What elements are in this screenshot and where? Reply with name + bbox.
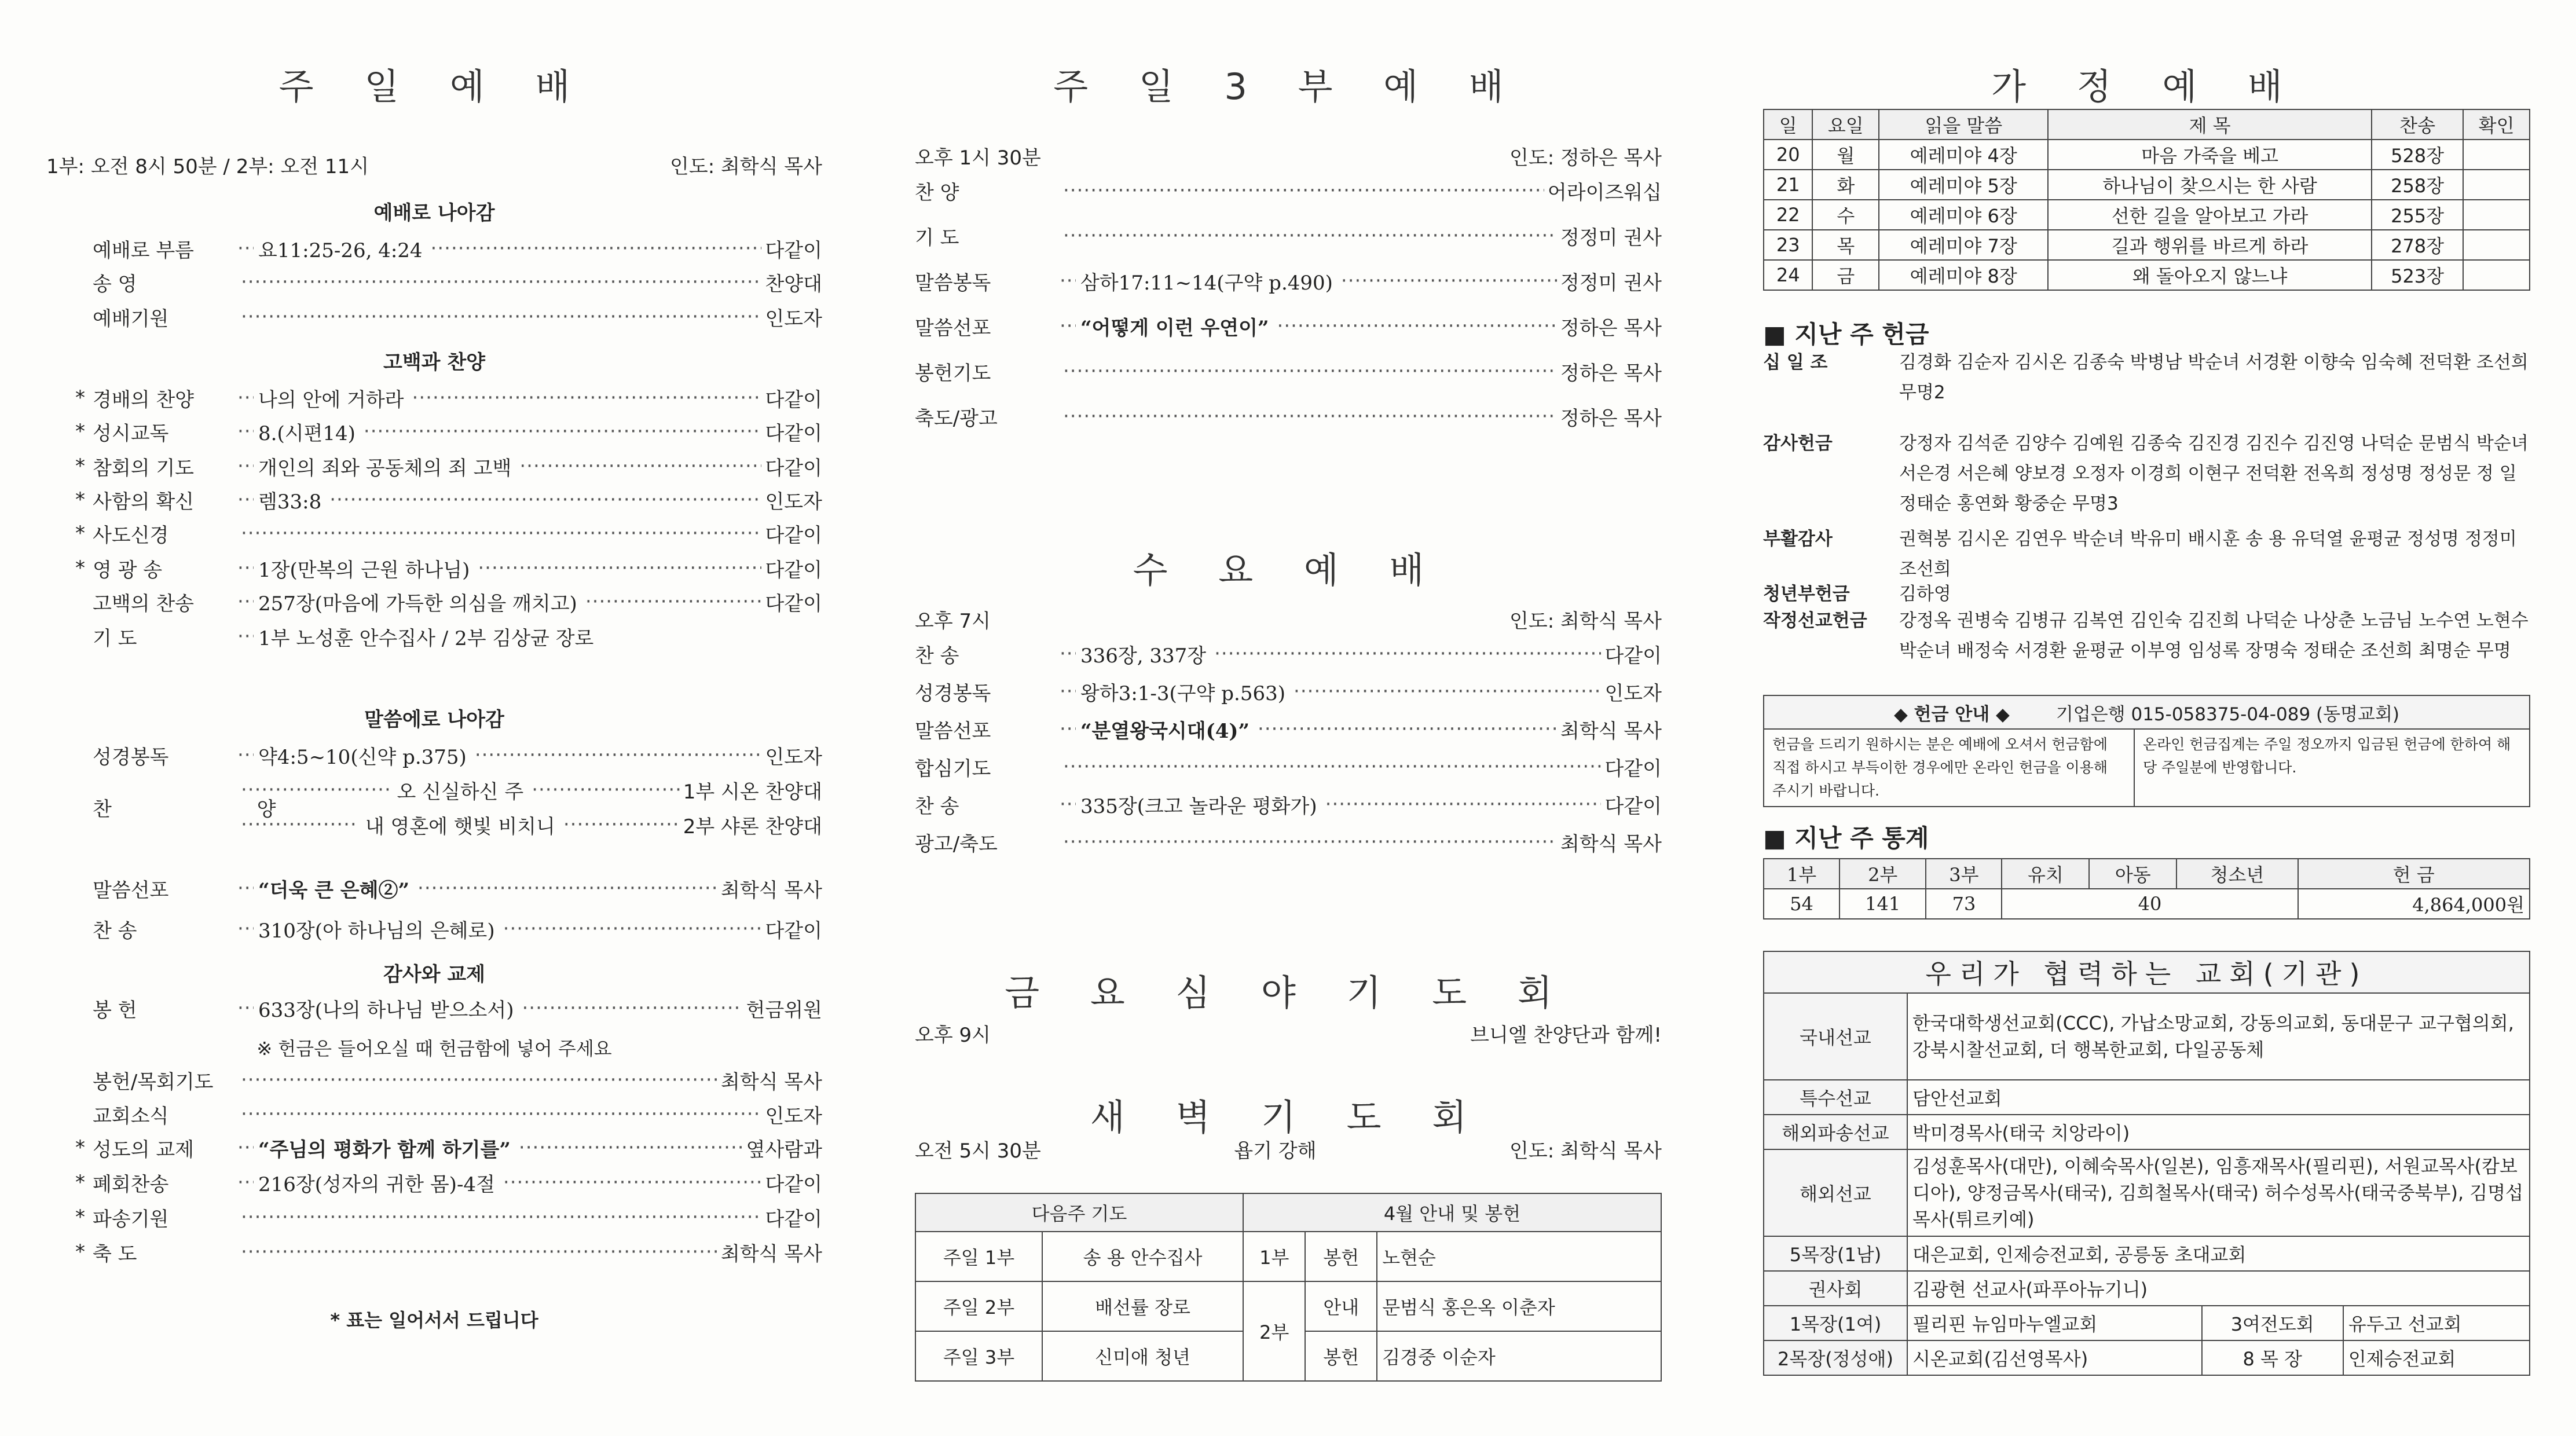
praise-2-choir: 2부 샤론 찬양대 bbox=[683, 815, 822, 838]
order-person: 정하은 목사 bbox=[1560, 316, 1662, 340]
standing-mark: * bbox=[75, 1240, 85, 1263]
third-service-title: 주 일 3 부 예 배 bbox=[1053, 65, 1523, 108]
standing-mark: * bbox=[75, 1171, 85, 1194]
order-item bbox=[915, 787, 1662, 821]
family-worship-title: 가 정 예 배 bbox=[1991, 65, 2302, 108]
family-cell bbox=[2463, 230, 2530, 260]
stats-header-cell: 1부 bbox=[1764, 859, 1840, 889]
table-row bbox=[1764, 170, 2530, 200]
order-person: 다같이 bbox=[1604, 794, 1662, 818]
giving-names: 김경화 김순자 김시온 김종숙 박병남 박순녀 서경환 이향숙 임숙혜 전덕환 조선희 무명2 bbox=[1899, 352, 2529, 403]
order-person: 인도자 bbox=[765, 307, 822, 331]
stats-header-cell: 2부 bbox=[1840, 859, 1926, 889]
order-person: 다같이 bbox=[765, 523, 822, 547]
service-times-row bbox=[46, 148, 822, 181]
order-item bbox=[75, 1131, 822, 1164]
family-cell bbox=[2463, 140, 2530, 170]
order-person: 정정미 권사 bbox=[1560, 226, 1662, 250]
role-cell: 봉헌 bbox=[1305, 1331, 1377, 1381]
order-label: 축도/광고 bbox=[915, 406, 998, 430]
giving-category: 감사헌금 bbox=[1763, 433, 1833, 454]
order-item bbox=[75, 483, 822, 516]
order-value: 310장(아 하나님의 은혜로) bbox=[258, 919, 495, 943]
order-label: 기 도 bbox=[915, 226, 959, 250]
order-item bbox=[915, 825, 1662, 859]
third-service-leader: 인도: 정하은 목사 bbox=[1509, 146, 1662, 170]
table-row bbox=[1764, 1340, 2530, 1375]
partner-category: 국내선교 bbox=[1764, 993, 1907, 1080]
order-item bbox=[75, 516, 822, 550]
partner-list: 유두고 선교회 bbox=[2343, 1306, 2530, 1340]
order-item bbox=[75, 449, 822, 483]
order-label: 폐회찬송 bbox=[93, 1173, 169, 1196]
family-cell: 예레미야 4장 bbox=[1879, 140, 2048, 170]
other-services-column bbox=[915, 0, 1662, 1436]
order-item bbox=[75, 381, 822, 415]
table-row bbox=[1764, 1271, 2530, 1306]
order-item bbox=[915, 712, 1662, 746]
prayer-serving-table bbox=[915, 1193, 1662, 1382]
standing-mark: * bbox=[75, 522, 85, 545]
order-label: 봉 헌 bbox=[93, 998, 137, 1022]
order-item bbox=[93, 912, 822, 946]
friday-info bbox=[915, 1016, 1662, 1050]
partner-list: 김광현 선교사(파푸아뉴기니) bbox=[1907, 1271, 2530, 1306]
family-cell: 예레미야 6장 bbox=[1879, 200, 2048, 230]
giving-names: 강정자 김석준 김양수 김예원 김종숙 김진경 김진수 김진영 나덕순 문범식 박순녀 서은경 서은혜 양보경 오정자 이경희 이현구 전덕환 전옥희 정성명 정성문 정 일 정태순 홍연화 황중순 무명3 bbox=[1899, 433, 2529, 514]
order-value: 개인의 죄와 공동체의 죄 고백 bbox=[258, 456, 512, 480]
order-item bbox=[93, 738, 822, 772]
order-person: 다같이 bbox=[1604, 757, 1662, 781]
partner-category: 8 목 장 bbox=[2202, 1340, 2343, 1375]
sunday-service-title: 주 일 예 배 bbox=[279, 65, 590, 108]
partner-list: 김성훈목사(대만), 이혜숙목사(일본), 임흥재목사(필리핀), 서원교목사(캄보디아), 양정금목사(태국), 김희철목사(태국) 허수성목사(태국중북부), 김명섭목사(튀르키예) bbox=[1907, 1149, 2530, 1236]
partner-list: 한국대학생선교회(CCC), 가납소망교회, 강동의교회, 동대문구 교구협의회, 강북시찰선교회, 더 행복한교회, 다일공동체 bbox=[1907, 993, 2530, 1080]
section-heading: 말씀에로 나아감 bbox=[364, 708, 504, 731]
stat-offering: 4,864,000원 bbox=[2298, 889, 2530, 919]
wednesday-time: 오후 7시 bbox=[915, 609, 991, 633]
praise-1-choir: 1부 시온 찬양대 bbox=[683, 780, 822, 804]
praise-label-text: 찬 양 bbox=[93, 797, 346, 821]
family-cell: 예레미야 5장 bbox=[1879, 170, 2048, 200]
service-times: 1부: 오전 8시 50분 / 2부: 오전 11시 bbox=[46, 155, 369, 178]
service-cell: 주일 1부 bbox=[915, 1232, 1042, 1281]
table-row bbox=[1764, 1080, 2530, 1115]
dawn-leader: 인도: 최학식 목사 bbox=[1509, 1139, 1662, 1163]
part-cell: 2부 bbox=[1243, 1281, 1305, 1381]
giving-info-box bbox=[1763, 695, 2530, 807]
order-label: 성시교독 bbox=[93, 422, 169, 445]
stat-value: 141 bbox=[1840, 889, 1926, 919]
table-row bbox=[1764, 1149, 2530, 1236]
stats-title: ■ 지난 주 통계 bbox=[1763, 824, 1929, 852]
giving-category: 작정선교헌금 bbox=[1763, 610, 1867, 631]
order-value: 216장(성자의 귀한 몸)-4절 bbox=[258, 1173, 495, 1196]
praise-1: 오 신실하신 주 bbox=[397, 780, 524, 804]
partner-category: 권사회 bbox=[1764, 1271, 1907, 1306]
table-row bbox=[1764, 1306, 2530, 1340]
order-person: 다같이 bbox=[765, 1207, 822, 1231]
order-item bbox=[93, 265, 822, 299]
order-label: 말씀선포 bbox=[93, 878, 169, 902]
order-label: 교회소식 bbox=[93, 1104, 169, 1128]
order-value: 8.(시편14) bbox=[258, 422, 356, 445]
stat-value: 73 bbox=[1926, 889, 2002, 919]
dawn-title: 새 벽 기 도 회 bbox=[1090, 1096, 1487, 1138]
dawn-time: 오전 5시 30분 bbox=[915, 1139, 1041, 1163]
stats-header-cell: 유치 bbox=[2002, 859, 2089, 889]
family-cell: 수 bbox=[1812, 200, 1879, 230]
family-cell: 금 bbox=[1812, 260, 1879, 290]
order-item bbox=[93, 871, 822, 905]
order-person: 다같이 bbox=[765, 1173, 822, 1196]
order-person: 인도자 bbox=[1604, 682, 1662, 705]
family-cell: 월 bbox=[1812, 140, 1879, 170]
order-label: 말씀선포 bbox=[915, 316, 991, 340]
table-row bbox=[1764, 260, 2530, 290]
order-label: 합심기도 bbox=[915, 757, 991, 781]
order-value: “주님의 평화가 함께 하기를” bbox=[258, 1138, 511, 1162]
order-label: 파송기원 bbox=[93, 1207, 169, 1231]
partner-list: 담안선교회 bbox=[1907, 1080, 2530, 1115]
order-item bbox=[75, 415, 822, 448]
serving-person: 김경중 이순자 bbox=[1377, 1331, 1661, 1381]
family-header-cell: 읽을 말씀 bbox=[1879, 109, 2048, 140]
friday-title: 금 요 심 야 기 도 회 bbox=[1005, 972, 1572, 1014]
third-service-time: 오후 1시 30분 bbox=[915, 146, 1041, 170]
stats-header-cell: 3부 bbox=[1926, 859, 2002, 889]
order-value: 약4:5~10(신약 p.375) bbox=[258, 745, 467, 769]
family-cell: 왜 돌아오지 않느냐 bbox=[2048, 260, 2372, 290]
partner-category: 5목장(1남) bbox=[1764, 1236, 1907, 1271]
order-item bbox=[915, 637, 1662, 671]
order-person: 정정미 권사 bbox=[1560, 271, 1662, 295]
order-label: 고백의 찬송 bbox=[93, 592, 195, 616]
order-item bbox=[915, 675, 1662, 708]
partner-category: 특수선교 bbox=[1764, 1080, 1907, 1115]
order-item bbox=[93, 585, 822, 618]
order-item bbox=[75, 1235, 822, 1269]
partner-category: 해외파송선교 bbox=[1764, 1115, 1907, 1149]
family-cell: 길과 행위를 바르게 하라 bbox=[2048, 230, 2372, 260]
order-label: 예배로 부름 bbox=[93, 239, 195, 262]
april-header: 4월 안내 및 봉헌 bbox=[1243, 1193, 1661, 1232]
order-label: 찬 송 bbox=[93, 919, 137, 943]
standing-mark: * bbox=[75, 420, 85, 443]
family-cell: 예레미야 7장 bbox=[1879, 230, 2048, 260]
standing-mark: * bbox=[75, 386, 85, 409]
order-label: 찬 송 bbox=[915, 644, 959, 668]
family-cell: 255장 bbox=[2372, 200, 2463, 230]
order-value: 257장(마음에 가득한 의심을 깨치고) bbox=[258, 592, 577, 616]
partner-category: 2목장(정성애) bbox=[1764, 1340, 1907, 1375]
table-row bbox=[915, 1232, 1661, 1281]
friday-time: 오후 9시 bbox=[915, 1023, 991, 1047]
family-cell: 21 bbox=[1764, 170, 1812, 200]
standing-mark: * bbox=[75, 556, 85, 580]
wednesday-leader: 인도: 최학식 목사 bbox=[1509, 609, 1662, 633]
order-label: 사도신경 bbox=[93, 523, 169, 547]
order-value: 나의 안에 거하라 bbox=[258, 388, 404, 412]
giving-info-header bbox=[1764, 696, 2529, 730]
family-cell: 22 bbox=[1764, 200, 1812, 230]
part-cell: 1부 bbox=[1243, 1232, 1305, 1281]
giving-names: 권혁봉 김시온 김연우 박순녀 박유미 배시훈 송 용 유덕열 윤평균 정성명 정정미 조선희 bbox=[1899, 529, 2517, 580]
partner-list: 시온교회(김선영목사) bbox=[1907, 1340, 2202, 1375]
order-person: 찬양대 bbox=[765, 272, 822, 296]
order-person: 최학식 목사 bbox=[720, 878, 822, 902]
order-person: 정하은 목사 bbox=[1560, 361, 1662, 385]
family-cell: 23 bbox=[1764, 230, 1812, 260]
order-person: 다같이 bbox=[765, 388, 822, 412]
giving-category: 십 일 조 bbox=[1763, 352, 1828, 373]
order-label: 말씀선포 bbox=[915, 719, 991, 743]
stats-header-cell: 청소년 bbox=[2176, 859, 2297, 889]
family-cell: 예레미야 8장 bbox=[1879, 260, 2048, 290]
info-column bbox=[1763, 0, 2530, 1436]
wednesday-info bbox=[915, 602, 1662, 636]
order-item bbox=[75, 551, 822, 585]
order-label: 참회의 기도 bbox=[93, 456, 195, 480]
friday-note: 브니엘 찬양단과 함께! bbox=[1470, 1023, 1662, 1047]
order-value: 삼하17:11~14(구약 p.490) bbox=[1080, 271, 1333, 295]
dawn-book: 욥기 강해 bbox=[1234, 1139, 1317, 1163]
family-cell: 선한 길을 알아보고 가라 bbox=[2048, 200, 2372, 230]
giving-title: ■ 지난 주 헌금 bbox=[1763, 320, 1929, 349]
stats-header-cell: 아동 bbox=[2089, 859, 2176, 889]
family-header-cell: 제 목 bbox=[2048, 109, 2372, 140]
stat-value: 40 bbox=[2002, 889, 2297, 919]
order-value: 336장, 337장 bbox=[1080, 644, 1207, 668]
order-label: 봉헌기도 bbox=[915, 361, 991, 385]
order-person: 최학식 목사 bbox=[720, 1242, 822, 1266]
family-cell: 화 bbox=[1812, 170, 1879, 200]
section-heading: 고백과 찬양 bbox=[383, 351, 486, 374]
partners-title: 우리가 협력하는 교회(기관) bbox=[1764, 951, 2530, 993]
order-person: 어라이즈워십 bbox=[1547, 181, 1662, 204]
order-item bbox=[93, 300, 822, 334]
order-label: 예배기원 bbox=[93, 307, 169, 331]
order-value: “분열왕국시대(4)” bbox=[1080, 719, 1250, 743]
wednesday-service-title: 수 요 예 배 bbox=[1133, 549, 1444, 591]
order-person: 최학식 목사 bbox=[1560, 832, 1662, 856]
standing-mark: * bbox=[75, 488, 85, 511]
order-value: “더욱 큰 은혜②” bbox=[258, 878, 410, 902]
family-header-cell: 일 bbox=[1764, 109, 1812, 140]
partner-list: 박미경목사(태국 치앙라이) bbox=[1907, 1115, 2530, 1149]
standing-note: * 표는 일어서서 드립니다 bbox=[330, 1309, 538, 1331]
order-item bbox=[915, 174, 1662, 207]
family-cell bbox=[2463, 200, 2530, 230]
order-person: 인도자 bbox=[765, 490, 822, 514]
service-leader: 인도: 최학식 목사 bbox=[670, 155, 822, 178]
third-service-info bbox=[915, 139, 1662, 173]
order-value: 왕하3:1-3(구약 p.563) bbox=[1080, 682, 1286, 705]
order-value: 요11:25-26, 4:24 bbox=[258, 239, 423, 262]
table-row bbox=[1764, 200, 2530, 230]
family-cell: 278장 bbox=[2372, 230, 2463, 260]
order-person: 인도자 bbox=[765, 745, 822, 769]
offering-note: ※ 헌금은 들어오실 때 헌금함에 넣어 주세요 bbox=[256, 1038, 612, 1060]
partner-category: 해외선교 bbox=[1764, 1149, 1907, 1236]
order-person: 정하은 목사 bbox=[1560, 406, 1662, 430]
order-value: “어떻게 이런 우연이” bbox=[1080, 316, 1269, 340]
partners-table bbox=[1763, 951, 2530, 1376]
table-row bbox=[1764, 1236, 2530, 1271]
order-person: 최학식 목사 bbox=[1560, 719, 1662, 743]
table-row bbox=[1764, 993, 2530, 1080]
order-person: 다같이 bbox=[1604, 644, 1662, 668]
order-label: 봉헌/목회기도 bbox=[93, 1070, 214, 1094]
giving-info-left: 헌금을 드리기 원하시는 분은 예배에 오셔서 헌금함에 직접 하시고 부득이한 경우에만 온라인 헌금을 이용해 주시기 바랍니다. bbox=[1764, 730, 2135, 806]
order-value: 렘33:8 bbox=[258, 490, 322, 514]
order-item bbox=[75, 1166, 822, 1199]
prayer-header: 다음주 기도 bbox=[915, 1193, 1243, 1232]
table-row bbox=[1764, 1115, 2530, 1149]
standing-mark: * bbox=[75, 1206, 85, 1229]
order-label: 찬 송 bbox=[915, 794, 959, 818]
standing-mark: * bbox=[75, 1136, 85, 1159]
order-item bbox=[915, 264, 1662, 298]
service-cell: 주일 3부 bbox=[915, 1331, 1042, 1381]
order-item bbox=[93, 620, 822, 653]
service-cell: 주일 2부 bbox=[915, 1281, 1042, 1331]
order-item bbox=[93, 232, 822, 265]
order-label: 성경봉독 bbox=[93, 745, 169, 769]
order-label: 성도의 교제 bbox=[93, 1138, 195, 1162]
order-label: 광고/축도 bbox=[915, 832, 998, 856]
sunday-service-column bbox=[46, 0, 822, 1436]
serving-person: 문범식 홍은옥 이춘자 bbox=[1377, 1281, 1661, 1331]
family-cell: 하나님이 찾으시는 한 사람 bbox=[2048, 170, 2372, 200]
partner-category: 3여전도회 bbox=[2202, 1306, 2343, 1340]
prayer-person: 배선률 장로 bbox=[1042, 1281, 1243, 1331]
order-label: 사함의 확신 bbox=[93, 490, 195, 514]
prayer-person: 송 용 안수집사 bbox=[1042, 1232, 1243, 1281]
giving-category: 청년부헌금 bbox=[1763, 584, 1850, 605]
family-cell: 20 bbox=[1764, 140, 1812, 170]
family-header-cell: 요일 bbox=[1812, 109, 1879, 140]
family-cell: 마음 가죽을 베고 bbox=[2048, 140, 2372, 170]
stats-header-cell: 헌 금 bbox=[2298, 859, 2530, 889]
order-person: 최학식 목사 bbox=[720, 1070, 822, 1094]
order-person: 다같이 bbox=[765, 592, 822, 616]
order-item bbox=[915, 400, 1662, 433]
dawn-info bbox=[915, 1132, 1662, 1166]
order-value: 1장(만복의 근원 하나님) bbox=[258, 558, 470, 582]
table-row bbox=[1764, 230, 2530, 260]
order-person: 다같이 bbox=[765, 558, 822, 582]
order-label: 성경봉독 bbox=[915, 682, 991, 705]
praise-label bbox=[93, 790, 346, 824]
partner-category: 1목장(1여) bbox=[1764, 1306, 1907, 1340]
prayer-person: 신미애 청년 bbox=[1042, 1331, 1243, 1381]
order-item bbox=[93, 1097, 822, 1131]
section-heading: 예배로 나아감 bbox=[373, 202, 495, 225]
family-cell: 523장 bbox=[2372, 260, 2463, 290]
family-cell bbox=[2463, 260, 2530, 290]
order-person: 인도자 bbox=[765, 1104, 822, 1128]
order-person: 헌금위원 bbox=[746, 998, 822, 1022]
table-row bbox=[1764, 140, 2530, 170]
partner-list: 인제승전교회 bbox=[2343, 1340, 2530, 1375]
order-person: 다같이 bbox=[765, 456, 822, 480]
order-item bbox=[93, 1063, 822, 1097]
order-label: 기 도 bbox=[93, 627, 137, 650]
order-item bbox=[915, 750, 1662, 783]
family-worship-table bbox=[1763, 109, 2530, 291]
family-cell: 목 bbox=[1812, 230, 1879, 260]
partner-list: 대은교회, 인제승전교회, 공릉동 초대교회 bbox=[1907, 1236, 2530, 1271]
order-person: 옆사람과 bbox=[746, 1138, 822, 1162]
order-person: 다같이 bbox=[765, 239, 822, 262]
family-cell: 528장 bbox=[2372, 140, 2463, 170]
stats-values-row bbox=[1764, 889, 2530, 919]
role-cell: 안내 bbox=[1305, 1281, 1377, 1331]
order-item bbox=[75, 1200, 822, 1234]
giving-names: 김하영 bbox=[1899, 584, 1951, 605]
stat-value: 54 bbox=[1764, 889, 1840, 919]
order-item bbox=[915, 354, 1662, 388]
order-value: 633장(나의 하나님 받으소서) bbox=[258, 998, 514, 1022]
serving-person: 노현순 bbox=[1377, 1232, 1661, 1281]
order-person: 다같이 bbox=[765, 422, 822, 445]
order-label: 축 도 bbox=[93, 1242, 137, 1266]
table-row bbox=[915, 1281, 1661, 1331]
giving-names: 강정옥 권병숙 김병규 김복연 김인숙 김진희 나덕순 나상춘 노금님 노수연 노현수 박순녀 배정숙 서경환 윤평균 이부영 임성록 장명숙 정태순 조선희 최명순 무명 bbox=[1899, 610, 2529, 661]
order-item bbox=[915, 309, 1662, 343]
partner-list: 필리핀 뉴임마누엘교회 bbox=[1907, 1306, 2202, 1340]
order-label: 찬 양 bbox=[915, 181, 959, 204]
giving-category: 부활감사 bbox=[1763, 529, 1833, 550]
family-cell bbox=[2463, 170, 2530, 200]
order-label: 경배의 찬양 bbox=[93, 388, 195, 412]
standing-mark: * bbox=[75, 455, 85, 478]
order-label: 영 광 송 bbox=[93, 558, 163, 582]
order-label: 말씀봉독 bbox=[915, 271, 991, 295]
giving-info-right: 온라인 헌금집계는 주일 정오까지 입금된 헌금에 한하여 해당 주일분에 반영합니다. bbox=[2143, 736, 2511, 776]
family-header-cell: 찬송 bbox=[2372, 109, 2463, 140]
order-value: 1부 노성훈 안수집사 / 2부 김상균 장로 bbox=[258, 627, 594, 650]
giving-info-head: ◆ 헌금 안내 ◆ bbox=[1894, 704, 2010, 725]
order-value: 335장(크고 놀라운 평화가) bbox=[1080, 794, 1317, 818]
family-header-cell: 확인 bbox=[2463, 109, 2530, 140]
bank-account: 기업은행 015-058375-04-089 (동명교회) bbox=[2055, 704, 2399, 725]
role-cell: 봉헌 bbox=[1305, 1232, 1377, 1281]
section-heading: 감사와 교제 bbox=[383, 963, 486, 986]
order-item bbox=[915, 219, 1662, 252]
order-person: 다같이 bbox=[765, 919, 822, 943]
order-item bbox=[93, 991, 822, 1025]
family-cell: 258장 bbox=[2372, 170, 2463, 200]
order-label: 송 영 bbox=[93, 272, 137, 296]
praise-2: 내 영혼에 햇빛 비치니 bbox=[365, 815, 555, 838]
family-cell: 24 bbox=[1764, 260, 1812, 290]
stats-table bbox=[1763, 858, 2530, 920]
